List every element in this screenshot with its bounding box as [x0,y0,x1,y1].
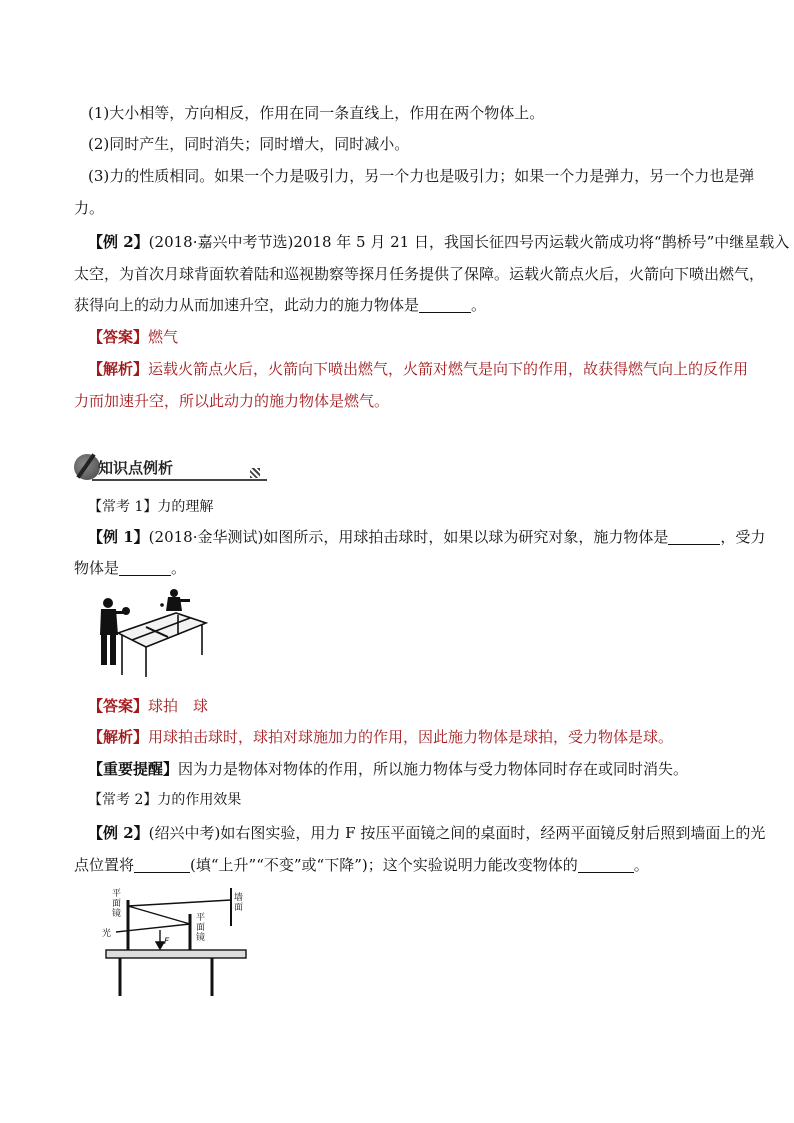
common-test-2-heading: 【常考 2】力的作用效果 [88,792,242,808]
section-decoration-icon [250,468,260,478]
rule-1: (1)大小相等，方向相反，作用在同一条直线上，作用在两个物体上。 [88,104,545,122]
section-underline [92,479,267,481]
analysis-line-1 [88,359,749,379]
example-2b-line-2 [74,855,714,875]
example-tag: 【例 1】 [88,528,149,546]
tip-text: 因为力是物体对物体的作用，所以施力物体与受力物体同时存在或同时消失。 [178,760,689,778]
example-2-line-2: 太空，为首次月球背面软着陆和巡视勘察等探月任务提供了保障。运载火箭点火后，火箭向下喷出燃气， [74,265,765,283]
answer-blank[interactable] [134,857,190,873]
example-1-line-1 [88,527,766,547]
mirror-2-label-b: 面 [196,923,206,933]
example-2-line-1 [88,232,790,252]
answer-tag: 【答案】 [88,697,149,715]
mirror-1-label-c: 镜 [112,909,122,919]
ping-pong-illustration [98,585,210,680]
mirror-2-label-c: 镜 [196,933,206,943]
analysis-text: 用球拍击球时，球拍对球施加力的作用，因此施力物体是球拍，受力物体是球。 [148,728,674,746]
example-2b-line-1 [88,823,766,843]
mirror-1-label-b: 面 [112,899,122,909]
mirror-2-label-a: 平 [196,913,206,923]
answer-line [88,327,728,347]
example-text: 点位置将 [74,856,135,874]
answer-value: 燃气 [148,328,179,346]
analysis-text: 运载火箭点火后，火箭向下喷出燃气，火箭对燃气是向下的作用，故获得燃气向上的反作用 [148,360,749,378]
analysis-line [88,727,728,747]
answer-tag: 【答案】 [88,328,149,346]
example-text: (2018·嘉兴中考节选)2018 年 5 月 21 日，我国长征四号丙运载火箭成功将“鹊桥号”中继星载入 [148,233,790,251]
example-end: 。 [471,296,487,314]
light-label: 光 [102,929,112,939]
section-header [74,454,194,482]
example-1-line-2 [74,558,714,578]
example-tag: 【例 2】 [88,824,149,842]
example-text: 获得向上的动力从而加速升空，此动力的施力物体是 [74,296,420,314]
rule-2: (2)同时产生，同时消失；同时增大，同时减小。 [88,135,410,153]
example-text: (填“上升”“不变”或“下降”)；这个实验说明力能改变物体的 [190,856,578,874]
analysis-tag: 【解析】 [88,728,149,746]
example-text: (2018·金华测试)如图所示，用球拍击球时，如果以球为研究对象，施力物体是 [148,528,669,546]
mirror-experiment-diagram [100,886,250,998]
answer-blank[interactable] [668,529,720,545]
force-label: F [164,937,170,947]
section-title: 知识点例析 [98,459,174,477]
tip-line [88,759,728,779]
example-end: 。 [171,559,187,577]
answer-blank[interactable] [419,297,471,313]
example-end: 。 [633,856,649,874]
example-2-line-3 [74,295,714,315]
analysis-tag: 【解析】 [88,360,149,378]
tip-tag: 【重要提醒】 [88,760,179,778]
answer-line [88,696,728,716]
wall-label-a: 墙 [234,893,244,903]
analysis-line-2: 力而加速升空，所以此动力的施力物体是燃气。 [74,392,390,410]
rule-3-cont: 力。 [74,199,105,217]
example-tag: 【例 2】 [88,233,149,251]
common-test-1-heading: 【常考 1】力的理解 [88,499,214,515]
answer-value: 球拍 球 [148,697,209,715]
answer-blank[interactable] [119,560,171,576]
rule-3: (3)力的性质相同。如果一个力是吸引力，另一个力也是吸引力；如果一个力是弹力，另一个力也是弹 [88,167,755,185]
example-text: 物体是 [74,559,120,577]
mirror-1-label-a: 平 [112,889,122,899]
example-text: ，受力 [720,528,766,546]
wall-label-b: 面 [234,903,244,913]
example-text: (绍兴中考)如右图实验，用力 F 按压平面镜之间的桌面时，经两平面镜反射后照到墙面上的光 [148,824,766,842]
answer-blank[interactable] [578,857,634,873]
